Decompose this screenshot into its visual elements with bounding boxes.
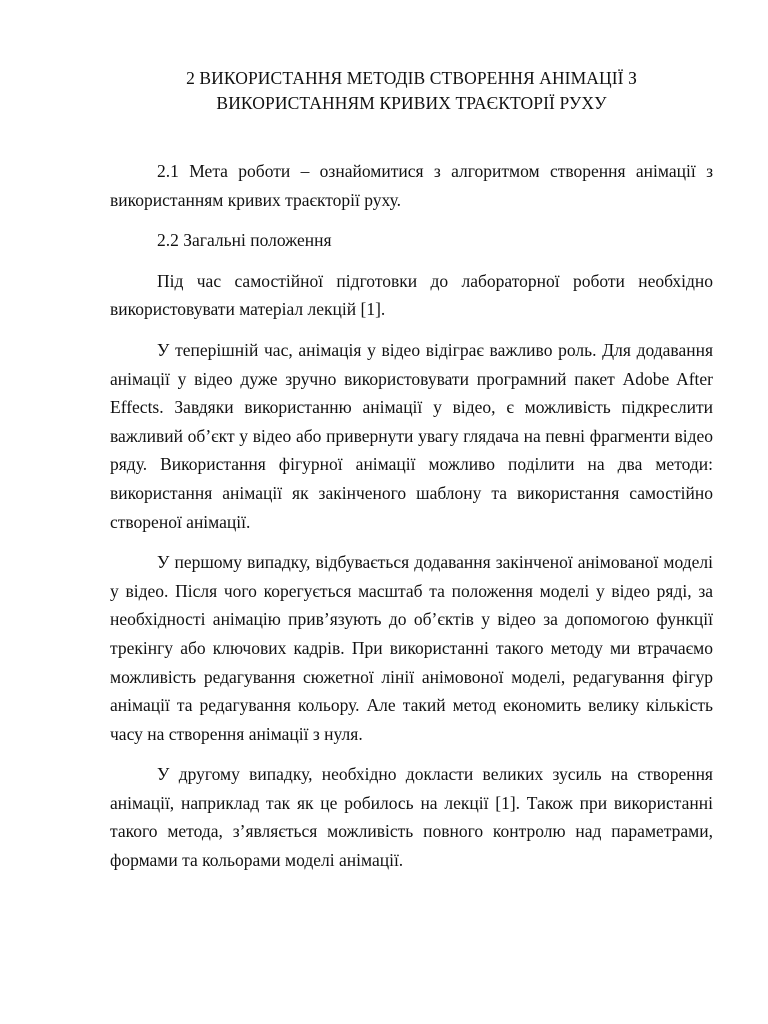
section-heading-line-2: ВИКОРИСТАННЯМ КРИВИХ ТРАЄКТОРІЇ РУХУ	[216, 93, 607, 113]
paragraph-preparation: Під час самостійної підготовки до лабораторної роботи необхідно використовувати матеріал лекцій [1].	[110, 270, 713, 320]
paragraph-purpose: 2.1 Мета роботи – ознайомитися з алгоритмом створення анімації з використанням кривих траєкторії руху.	[110, 161, 713, 210]
paragraph-first-method: У першому випадку, відбувається додавання закінченої анімованої моделі у відео. Після чого корегується масштаб та положення моделі у відео ряді, за необхідності анімацію прив’язують до об’єктів у відео за допомогою функції трекінгу або ключових кадрів. При використанні такого методу ми втрачаємо можливість редагування сюжетної лінії анімовоної моделі, редагування фігур анімації та редагування кольору. Але такий метод економить велику кількість часу на створення анімації з нуля.	[110, 552, 713, 744]
document-body	[110, 157, 713, 887]
section-heading-line-1: 2 ВИКОРИСТАННЯ МЕТОДІВ СТВОРЕННЯ АНІМАЦІЇ З	[186, 68, 637, 88]
paragraph-general-provisions-heading: 2.2 Загальні положення	[157, 230, 332, 251]
paragraph-intro-animation: У теперішній час, анімація у відео відіграє важливо роль. Для додавання анімації у відео дуже зручно використовувати програмний пакет Adobe After Effects. Завдяки використанню анімації у відео, є можливість підкреслити важливий об’єкт у відео або привернути увагу глядача на певні фрагменти відео ряду. Використання фігурної анімації можливо поділити на два методи: використання анімації як закінченого шаблону та використання самостійно створеної анімації.	[110, 339, 713, 532]
section-heading	[110, 66, 713, 116]
paragraph-second-method: У другому випадку, необхідно докласти великих зусиль на створення анімації, наприклад так як це робилось на лекції [1]. Також при використанні такого метода, з’являється можливість повного контролю над параметрами, формами та кольорами моделі анімації.	[110, 764, 713, 871]
